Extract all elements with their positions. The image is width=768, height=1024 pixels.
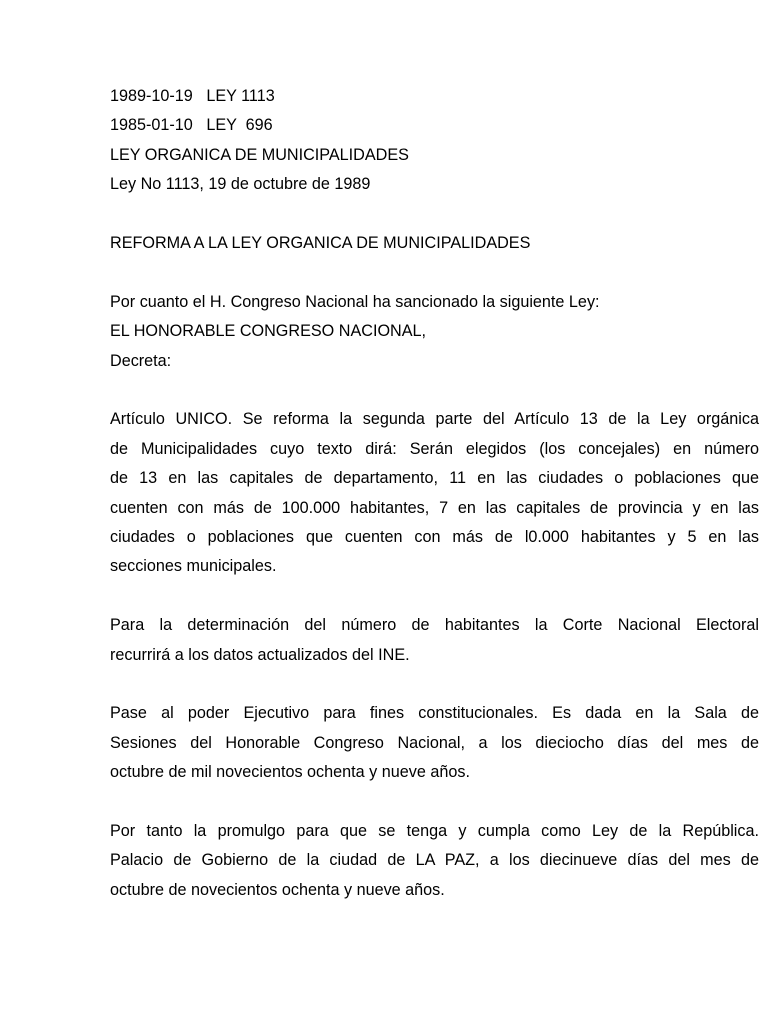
document-title: REFORMA A LA LEY ORGANICA DE MUNICIPALIDADES (110, 234, 531, 253)
paragraph-executive (110, 699, 759, 787)
article-line: Artículo UNICO. Se reforma la segunda parte del Artículo 13 de la Ley orgánica (110, 410, 759, 429)
article-line: de Municipalidades cuyo texto dirá: Serán elegidos (los concejales) en número (110, 439, 759, 458)
document-page (110, 82, 759, 905)
paragraph-line: Para la determinación del número de habitantes la Corte Nacional Electoral (110, 616, 759, 635)
paragraph-line: Palacio de Gobierno de la ciudad de LA PAZ, a los diecinueve días del mes de (110, 851, 759, 870)
article-line: cuenten con más de 100.000 habitantes, 7 en las capitales de provincia y en las (110, 498, 759, 517)
spacer (110, 200, 759, 229)
paragraph-line-last: octubre de mil novecientos ochenta y nueve años. (110, 763, 470, 782)
preamble-body: EL HONORABLE CONGRESO NACIONAL, (110, 322, 427, 341)
header-block (110, 82, 759, 200)
spacer (110, 376, 759, 405)
paragraph-line: Pase al poder Ejecutivo para fines constitucionales. Es dada en la Sala de (110, 704, 759, 723)
header-law-2: LEY 696 (206, 116, 273, 135)
paragraph-line: Sesiones del Honorable Congreso Nacional, a los dieciocho días del mes de (110, 733, 759, 752)
header-line-1 (110, 82, 759, 111)
preamble-block (110, 288, 759, 376)
spacer (110, 582, 759, 611)
law-name: LEY ORGANICA DE MUNICIPALIDADES (110, 145, 409, 164)
spacer (110, 670, 759, 699)
preamble-decree: Decreta: (110, 351, 172, 370)
article-line-last: secciones municipales. (110, 557, 277, 576)
header-law-1: LEY 1113 (206, 87, 275, 105)
article-line: de 13 en las capitales de departamento, 11 en las ciudades o poblaciones que (110, 469, 759, 488)
header-date-1: 1989-10-19 (110, 87, 193, 105)
article-line: ciudades o poblaciones que cuenten con más de l0.000 habitantes y 5 en las (110, 528, 759, 547)
spacer (110, 788, 759, 817)
paragraph-line-last: recurrirá a los datos actualizados del INE. (110, 645, 410, 664)
header-line-2 (110, 111, 759, 140)
article-paragraph (110, 405, 759, 581)
preamble-intro: Por cuanto el H. Congreso Nacional ha sancionado la siguiente Ley: (110, 292, 600, 311)
header-date-2: 1985-01-10 (110, 116, 193, 135)
law-reference: Ley No 1113, 19 de octubre de 1989 (110, 175, 371, 194)
paragraph-line: Por tanto la promulgo para que se tenga y cumpla como Ley de la República. (110, 822, 759, 841)
paragraph-census (110, 611, 759, 670)
paragraph-promulgation (110, 817, 759, 905)
spacer (110, 258, 759, 287)
paragraph-line-last: octubre de novecientos ochenta y nueve años. (110, 880, 445, 899)
